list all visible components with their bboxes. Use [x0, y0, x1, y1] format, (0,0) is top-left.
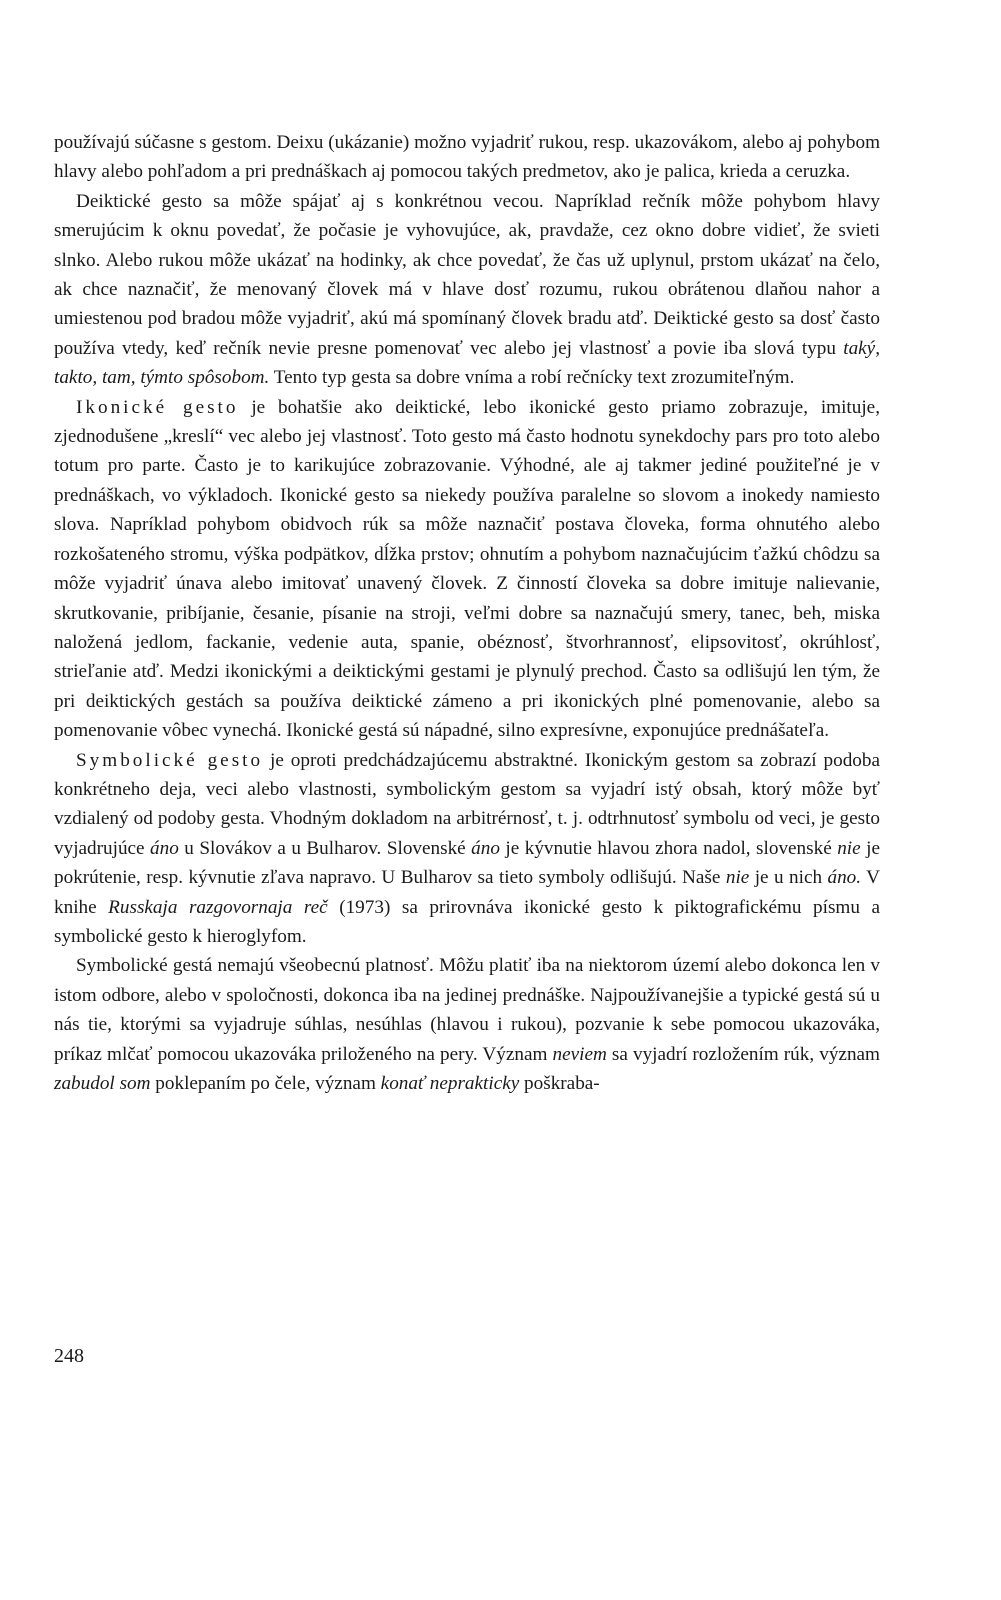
- page-body: [54, 128, 880, 1098]
- italic-term: nie: [837, 837, 861, 859]
- italic-term: áno.: [827, 867, 862, 889]
- italic-term: nie: [725, 867, 750, 889]
- italic-term: konať neprakticky: [380, 1073, 520, 1094]
- text-segment: Tento typ gesta sa dobre vníma a robí rečnícky text zrozumiteľným.: [269, 367, 795, 389]
- paragraph-continuation: [54, 128, 880, 187]
- text-segment: je u nich: [749, 867, 828, 889]
- text-segment: je pokrútenie, resp. kývnutie zľava napravo. U Bulharov sa tieto symboly odlišujú. Naše: [54, 837, 880, 889]
- text-segment: (1973) sa prirovnáva ikonické gesto k piktografickému písmu a symbolické gesto k hieroglyfom.: [54, 896, 880, 947]
- italic-term: áno: [150, 837, 179, 859]
- text-segment: sa vyjadrí rozložením rúk, význam: [606, 1043, 880, 1065]
- italic-term: Russkaja razgovornaja reč: [108, 896, 328, 918]
- italic-term: taký, takto, tam, týmto spôsobom.: [54, 337, 880, 389]
- spaced-term: Symbolické gesto: [76, 749, 264, 771]
- paragraph-iconic-gesture: [54, 393, 880, 746]
- text-segment: poškraba-: [519, 1073, 600, 1094]
- text-segment: Deiktické gesto sa môže spájať aj s konkrétnou vecou. Napríklad rečník môže pohybom hlavy smerujúcim k oknu povedať, že počasie je vyhovujúce, ak, pravdaže, cez okno dobre vidieť, že svieti slnko. Alebo rukou môže ukázať na hodinky, ak chce povedať, že čas už uplynul, prstom ukázať na čelo, ak chce naznačiť, že menovaný človek má v hlave dosť rozumu, rukou obrátenou dlaňou nahor a umiestenou pod bradou môže vyjadriť, akú má spomínaný človek bradu atď. Deiktické gesto sa dosť často používa vtedy, keď rečník nevie presne pomenovať vec alebo jej vlastnosť a povie iba slová typu: [54, 190, 880, 359]
- text-segment: je oproti predchádzajúcemu abstraktné. Ikonickým gestom sa zobrazí podoba konkrétneho deja, veci alebo vlastnosti, symbolickým gestom sa vyjadrí istý obsah, ktorý môže byť vzdialený od podoby gesta. Vhodným dokladom na arbitrérnosť, t. j. odtrhnutosť symbolu od veci, je gesto vyjadrujúce: [54, 749, 880, 859]
- text-segment: je bohatšie ako deiktické, lebo ikonické gesto priamo zobrazuje, imituje, zjednodušene „kreslí“ vec alebo jej vlastnosť. Toto gesto má často hodnotu synekdochy pars pro toto alebo totum pro parte. Často je to karikujúce zobrazovanie. Výhodné, ale aj takmer jediné použiteľné je v prednáškach, vo výkladoch. Ikonické gesto sa niekedy používa paralelne so slovom a inokedy namiesto slova. Napríklad pohybom obidvoch rúk sa môže naznačiť postava človeka, forma ohnutého alebo rozkošateného stromu, výška podpätkov, dĺžka prstov; ohnutím a pohybom naznačujúcim ťažkú chôdzu sa môže vyjadriť únava alebo imitovať unavený človek. Z činností človeka sa dobre imituje nalievanie, skrutkovanie, pribíjanie, česanie, písanie na stroji, veľmi dobre sa naznačujú smery, tanec, beh, miska naložená jedlom, fackanie, vedenie auta, spanie, obéznosť, štvorhrannosť, elipsovitosť, okrúhlosť, strieľanie atď. Medzi ikonickými a deiktickými gestami je plynulý prechod. Často sa odlišujú len tým, že pri deiktických gestách sa používa deiktické zámeno a pri ikonických plné pomenovanie, alebo sa pomenovanie vôbec vynechá. Ikonické gestá sú nápadné, silno expresívne, exponujúce prednášateľa.: [54, 396, 880, 742]
- paragraph-deictic-gesture: [54, 187, 880, 393]
- text-segment: používajú súčasne s gestom. Deixu (ukázanie) možno vyjadriť rukou, resp. ukazovákom, alebo aj pohybom hlavy alebo pohľadom a pri prednáškach aj pomocou takých predmetov, ako je palica, krieda a ceruzka.: [54, 132, 880, 183]
- text-segment: Symbolické gestá nemajú všeobecnú platnosť. Môžu platiť iba na niektorom území alebo dokonca len v istom odbore, alebo v spoločnosti, dokonca iba na jedinej prednáške. Najpoužívanejšie a typické gestá sú u nás tie, ktorými sa vyjadruje súhlas, nesúhlas (hlavou i rukou), pozvanie k sebe pomocou ukazováka, príkaz mlčať pomocou ukazováka priloženého na pery. Význam: [54, 955, 880, 1065]
- page-number: 248: [54, 1345, 84, 1367]
- text-segment: u Slovákov a u Bulharov. Slovenské: [178, 837, 472, 859]
- paragraph-symbolic-gestures-validity: [54, 951, 880, 1098]
- paragraph-symbolic-gesture: [54, 746, 880, 952]
- italic-term: áno: [471, 837, 500, 859]
- italic-term: neviem: [552, 1043, 607, 1065]
- italic-term: zabudol som: [54, 1073, 151, 1094]
- spaced-term: Ikonické gesto: [76, 396, 239, 418]
- text-segment: je kývnutie hlavou zhora nadol, slovenské: [499, 837, 838, 859]
- text-segment: poklepaním po čele, význam: [150, 1073, 381, 1094]
- text-segment: V knihe: [54, 867, 880, 918]
